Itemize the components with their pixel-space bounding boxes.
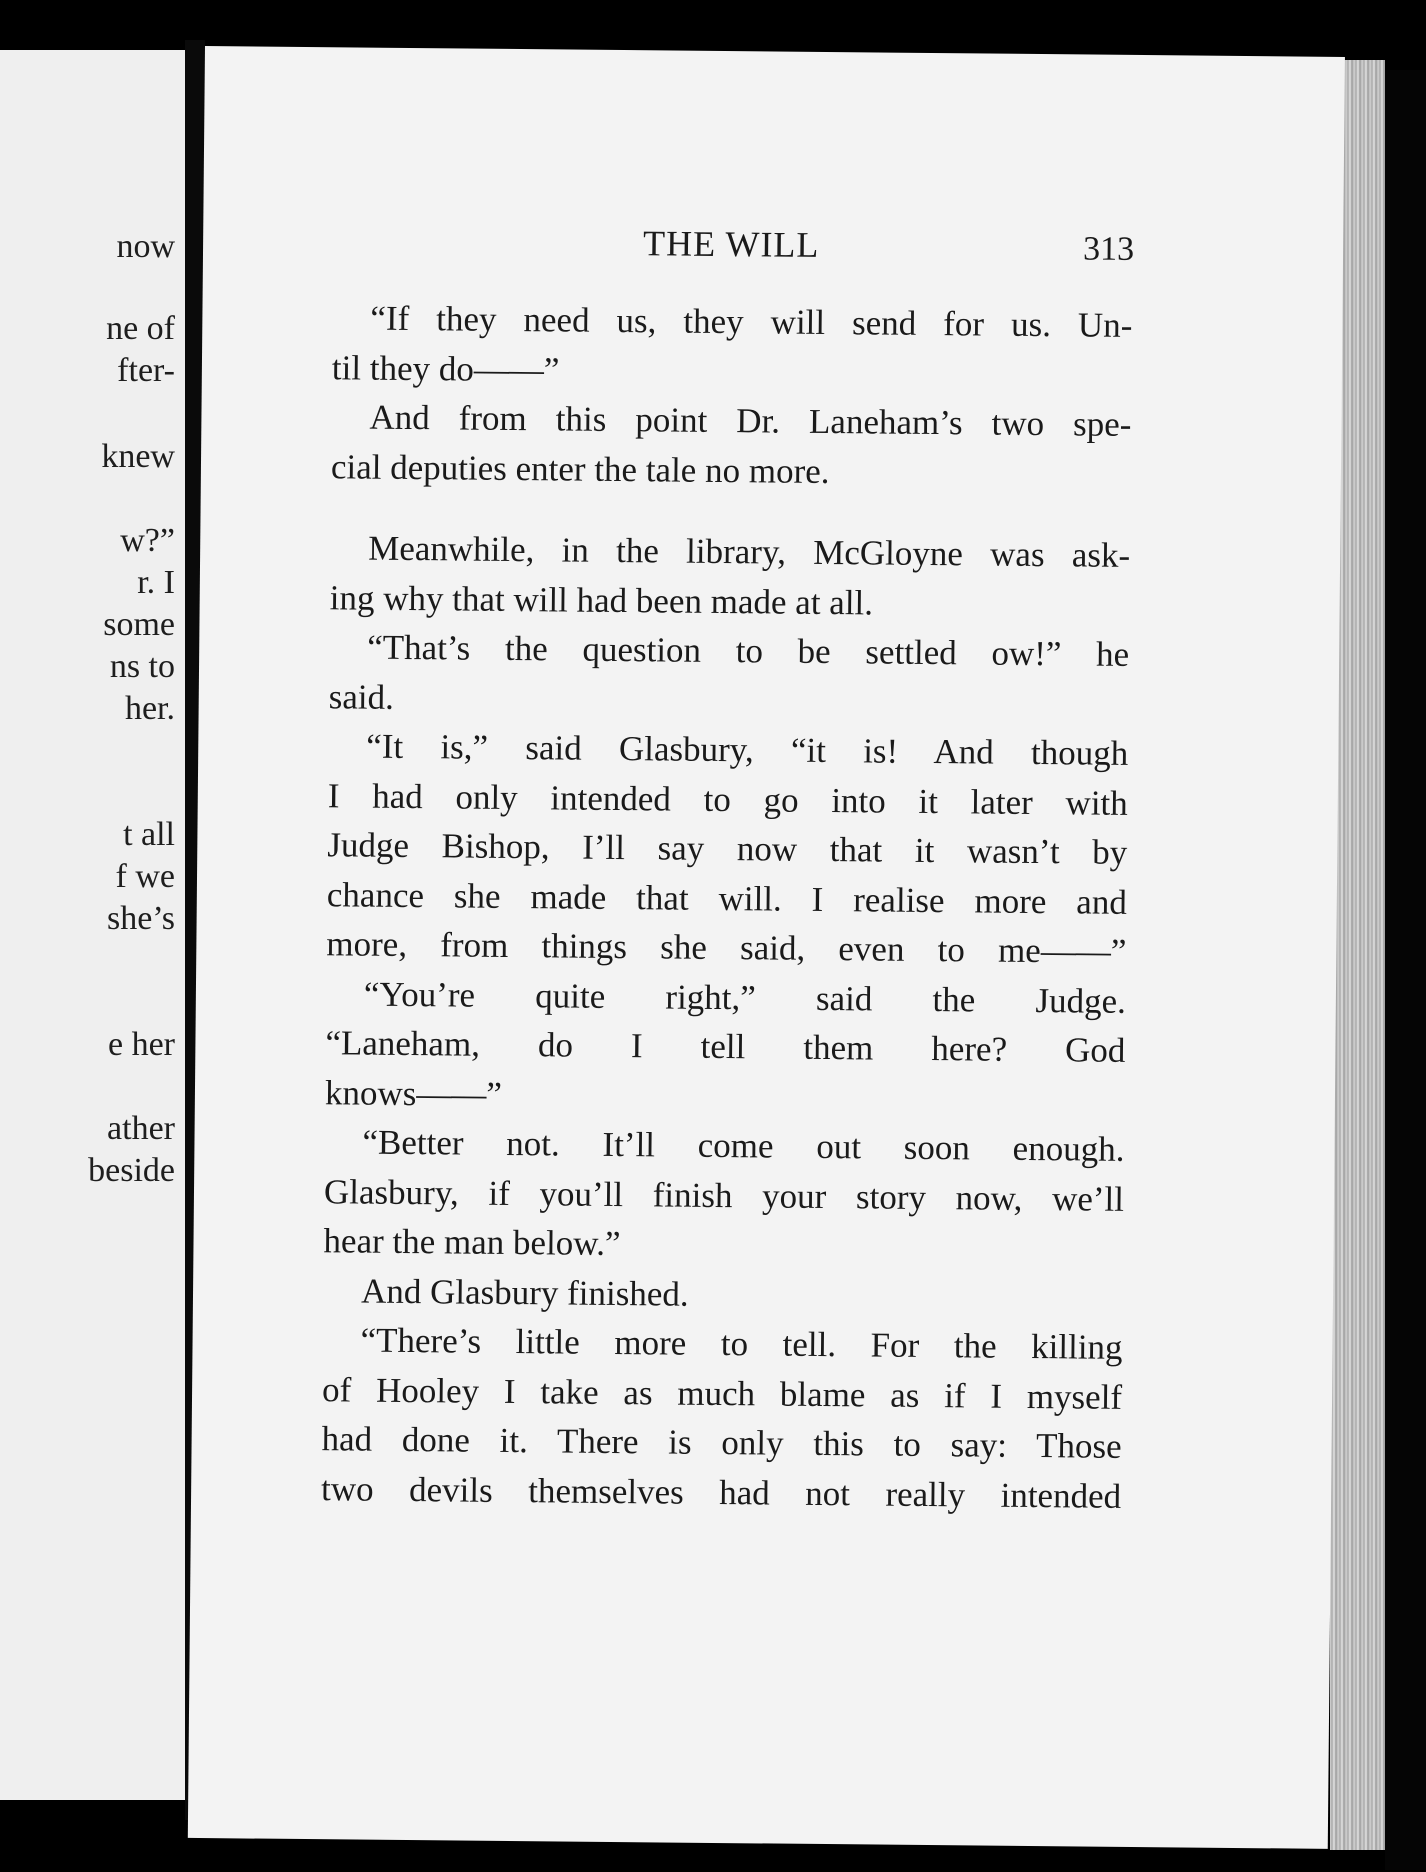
left-page-line: ather: [107, 1110, 175, 1147]
left-page-line: beside: [88, 1152, 175, 1189]
left-page-line: knew: [101, 438, 175, 475]
page-body-text: [321, 293, 1133, 1521]
text-line: said.: [328, 676, 395, 717]
left-page-line: ne of: [106, 310, 175, 347]
left-page-line: her.: [124, 690, 175, 727]
left-page-line: she’s: [107, 900, 175, 937]
text-line: more, from things she said, even to me——”: [326, 924, 1127, 971]
text-line: til they do——”: [331, 347, 560, 389]
left-page-line: e her: [107, 1026, 175, 1063]
text-line: “That’s the question to be settled ow!” he: [367, 627, 1130, 674]
running-title: THE WILL: [642, 223, 820, 265]
text-line: ing why that will had been made at all.: [329, 577, 874, 622]
text-line: “Laneham, do I tell them here? God: [325, 1023, 1126, 1070]
text-line: “If they need us, they will send for us. Un-: [370, 298, 1133, 345]
page-number: 313: [1082, 230, 1135, 268]
text-line: And from this point Dr. Laneham’s two spe-: [369, 397, 1132, 444]
text-line: chance she made that will. I realise more and: [326, 874, 1128, 922]
text-line: Glasbury, if you’ll finish your story now, we’ll: [323, 1171, 1125, 1219]
left-page-line: some: [103, 606, 175, 643]
left-page-line: r. I: [137, 564, 175, 601]
page-header: [203, 218, 1343, 273]
left-page-line: f we: [115, 858, 175, 895]
left-page-line: now: [116, 228, 175, 265]
text-line: knows——”: [324, 1072, 503, 1114]
left-page-line: w?”: [120, 522, 175, 559]
text-line: I had only intended to go into it later with: [327, 775, 1128, 823]
left-page-line: ns to: [109, 648, 175, 685]
text-line: Judge Bishop, I’ll say now that it wasn’t by: [327, 825, 1128, 872]
text-line: had done it. There is only this to say: Those: [321, 1419, 1122, 1466]
book-page: [188, 46, 1345, 1849]
text-line: two devils themselves had not really intended: [320, 1468, 1122, 1516]
text-line: “There’s little more to tell. For the killing: [360, 1320, 1123, 1367]
text-line: of Hooley I take as much blame as if I myself: [321, 1369, 1123, 1417]
text-line: “Better not. It’ll come out soon enough.: [362, 1122, 1125, 1169]
left-page-line: fter-: [117, 352, 175, 389]
left-facing-page: [0, 50, 185, 1800]
text-line: And Glasbury finished.: [360, 1271, 689, 1314]
text-line: hear the man below.”: [323, 1221, 621, 1264]
left-page-line: t all: [123, 816, 175, 853]
book-cover-edge: [1385, 70, 1426, 1870]
text-line: cial deputies enter the tale no more.: [330, 446, 830, 491]
text-line: Meanwhile, in the library, McGloyne was ask-: [368, 528, 1131, 575]
text-line: “You’re quite right,” said the Judge.: [363, 974, 1127, 1021]
text-line: “It is,” said Glasbury, “it is! And though: [366, 726, 1129, 773]
